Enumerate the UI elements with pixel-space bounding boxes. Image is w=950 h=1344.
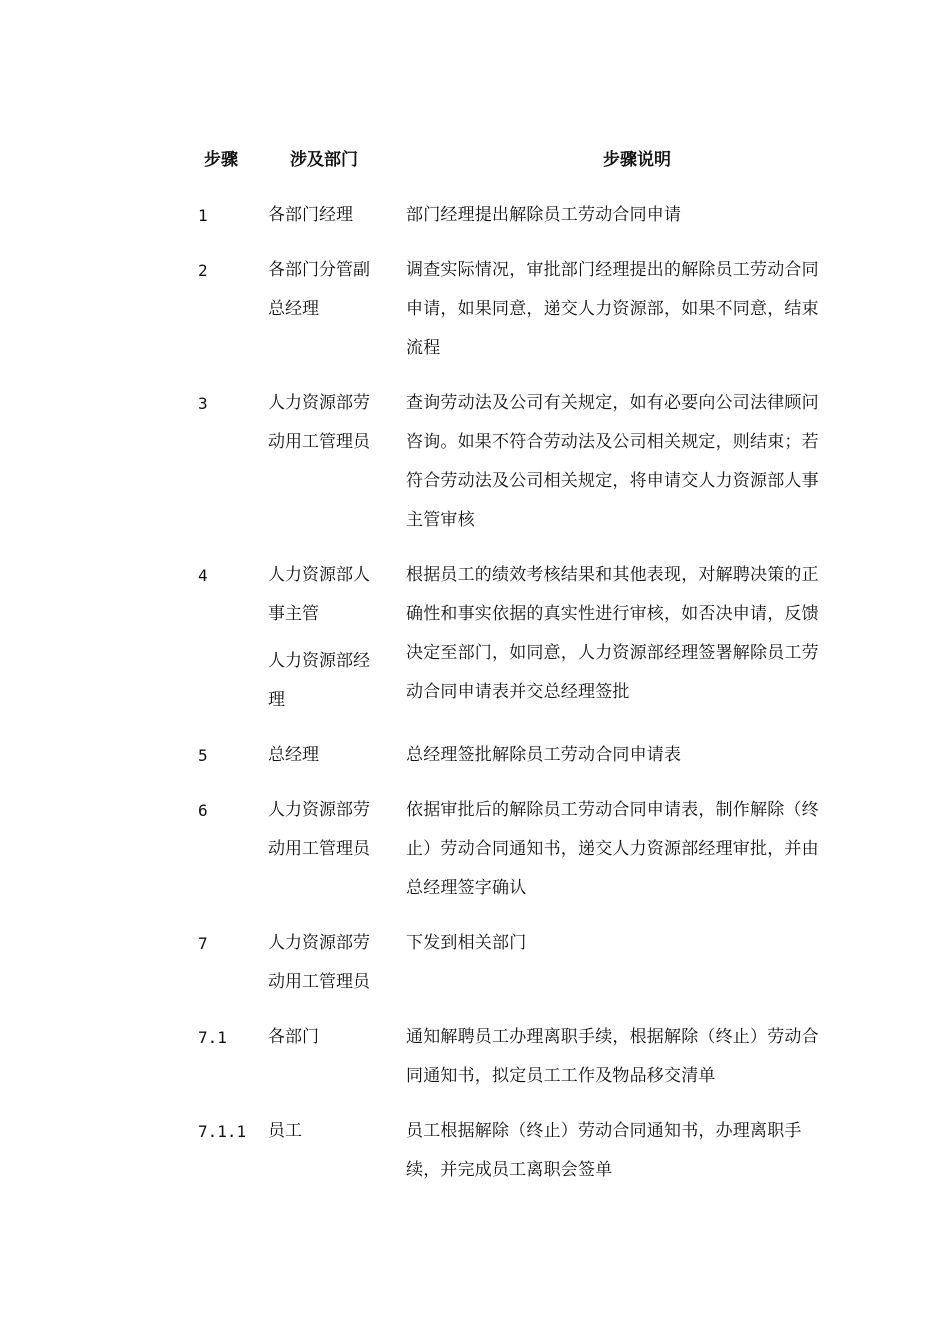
department-line: 人力资源部经 <box>268 651 370 671</box>
department-line: 员工 <box>268 1121 302 1141</box>
step-number: 3 <box>198 394 208 413</box>
description-cell <box>406 1018 868 1096</box>
description-cell <box>406 924 868 1002</box>
department-line: 总经理 <box>268 745 319 765</box>
description-line: 续，并完成员工离职会签单 <box>406 1160 613 1180</box>
table-row <box>0 736 950 775</box>
description-line: 通知解聘员工办理离职手续，根据解除（终止）劳动合 <box>406 1027 819 1047</box>
header-department: 涉及部门 <box>290 150 358 170</box>
description-line: 符合劳动法及公司相关规定，将申请交人力资源部人事 <box>406 471 819 491</box>
table-row <box>0 1018 950 1096</box>
step-number: 7.1.1 <box>198 1122 247 1141</box>
department-line: 人力资源部劳 <box>268 393 370 413</box>
description-line: 动合同申请表并交总经理签批 <box>406 682 630 702</box>
step-number: 1 <box>198 206 208 225</box>
department-cell <box>268 556 386 720</box>
description-cell <box>406 791 868 908</box>
description-line: 确性和事实依据的真实性进行审核，如否决申请，反馈 <box>406 604 819 624</box>
description-cell <box>406 736 868 775</box>
department-line: 人力资源部劳 <box>268 933 370 953</box>
department-cell <box>268 196 386 235</box>
description-line: 流程 <box>406 338 441 358</box>
step-number: 5 <box>198 746 208 765</box>
steps-table <box>0 196 950 1206</box>
department-cell <box>268 1112 386 1190</box>
description-line: 根据员工的绩效考核结果和其他表现，对解聘决策的正 <box>406 565 819 585</box>
department-line: 动用工管理员 <box>268 839 370 859</box>
department-line: 总经理 <box>268 299 319 319</box>
description-line: 总经理签字确认 <box>406 878 527 898</box>
department-line: 动用工管理员 <box>268 972 370 992</box>
description-cell <box>406 556 868 720</box>
step-number: 4 <box>198 566 208 585</box>
table-row <box>0 924 950 1002</box>
department-line: 人力资源部劳 <box>268 800 370 820</box>
department-line: 动用工管理员 <box>268 432 370 452</box>
department-cell <box>268 791 386 908</box>
table-header <box>0 146 950 176</box>
department-cell <box>268 251 386 368</box>
table-row <box>0 384 950 540</box>
step-number: 2 <box>198 261 208 280</box>
description-line: 咨询。如果不符合劳动法及公司相关规定，则结束；若 <box>406 432 819 452</box>
description-cell <box>406 384 868 540</box>
department-line: 人力资源部人 <box>268 565 370 585</box>
description-cell <box>406 1112 868 1190</box>
description-line: 查询劳动法及公司有关规定，如有必要向公司法律顾问 <box>406 393 819 413</box>
department-cell <box>268 924 386 1002</box>
table-row <box>0 791 950 908</box>
department-line: 各部门分管副 <box>268 260 370 280</box>
step-number: 7.1 <box>198 1028 227 1047</box>
step-number: 6 <box>198 801 208 820</box>
description-line: 依据审批后的解除员工劳动合同申请表，制作解除（终 <box>406 800 819 820</box>
department-line: 各部门 <box>268 1027 319 1047</box>
department-line: 事主管 <box>268 604 319 624</box>
step-number: 7 <box>198 934 208 953</box>
description-line: 止）劳动合同通知书，递交人力资源部经理审批，并由 <box>406 839 819 859</box>
description-line: 总经理签批解除员工劳动合同申请表 <box>406 745 682 765</box>
department-line: 理 <box>268 690 285 710</box>
description-cell <box>406 251 868 368</box>
description-line: 决定至部门，如同意，人力资源部经理签署解除员工劳 <box>406 643 819 663</box>
header-step: 步骤 <box>204 150 238 170</box>
description-line: 员工根据解除（终止）劳动合同通知书，办理离职手 <box>406 1121 802 1141</box>
description-cell <box>406 196 868 235</box>
department-line: 各部门经理 <box>268 205 353 225</box>
description-line: 部门经理提出解除员工劳动合同申请 <box>406 205 682 225</box>
header-description: 步骤说明 <box>603 150 671 170</box>
department-cell <box>268 1018 386 1096</box>
table-row <box>0 556 950 720</box>
description-line: 下发到相关部门 <box>406 933 527 953</box>
description-line: 申请，如果同意，递交人力资源部，如果不同意，结束 <box>406 299 819 319</box>
table-row <box>0 1112 950 1190</box>
department-cell <box>268 736 386 775</box>
department-spacer <box>268 634 386 642</box>
table-row <box>0 251 950 368</box>
description-line: 同通知书，拟定员工工作及物品移交清单 <box>406 1066 716 1086</box>
description-line: 调查实际情况，审批部门经理提出的解除员工劳动合同 <box>406 260 819 280</box>
table-row <box>0 196 950 235</box>
description-line: 主管审核 <box>406 510 475 530</box>
department-cell <box>268 384 386 540</box>
